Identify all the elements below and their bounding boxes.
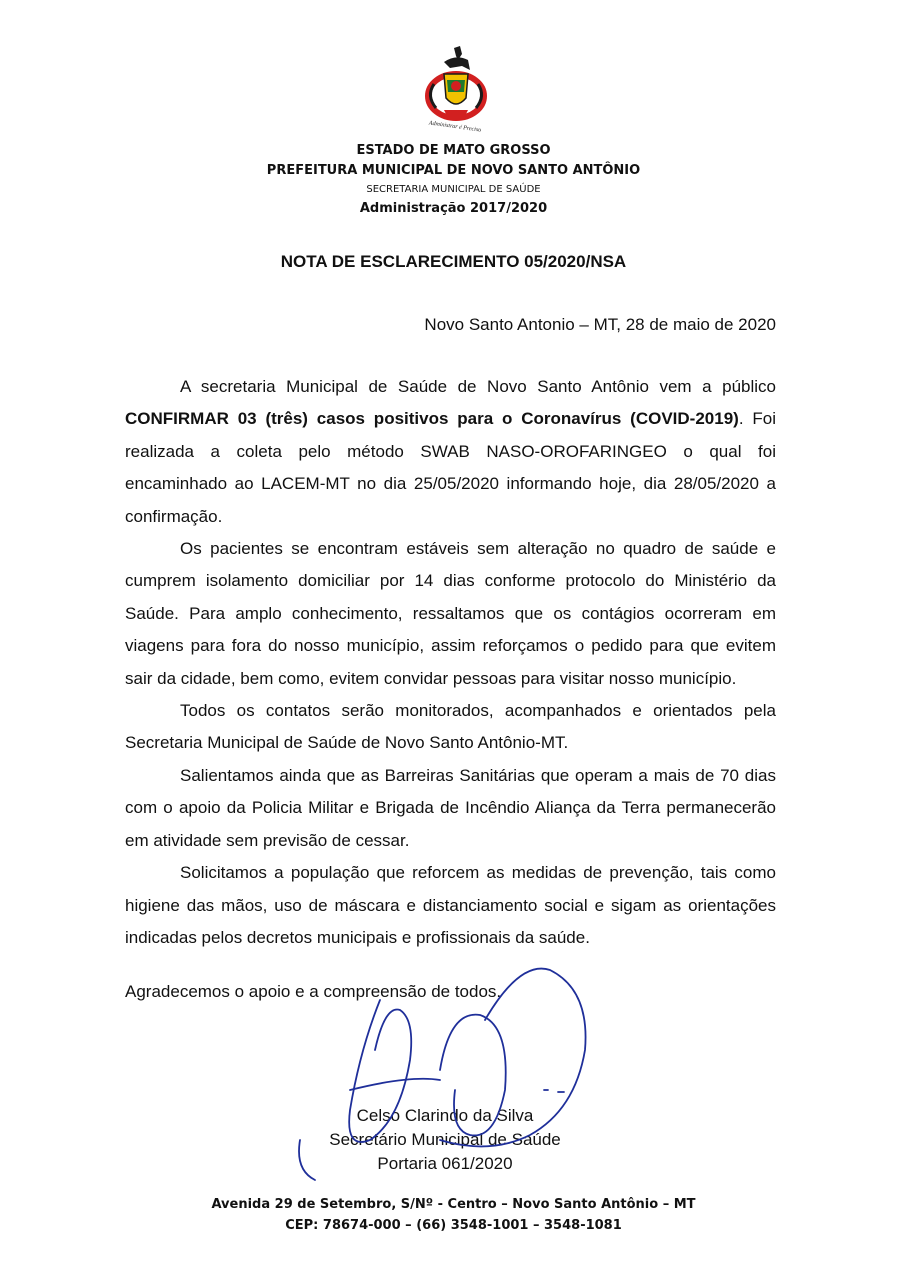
paragraph-5: Solicitamos a população que reforcem as medidas de prevenção, tais como higiene das mãos, uso de máscara e distanciamento social e sigam as orientações indicadas pelos decretos municipais e profissionais da saúde.: [125, 863, 776, 947]
closing-line: Agradecemos o apoio e a compreensão de todos.: [125, 982, 502, 1001]
document-title: NOTA DE ESCLARECIMENTO 05/2020/NSA: [280, 252, 627, 271]
signatory-ordinance: Portaria 061/2020: [377, 1154, 513, 1173]
header-state: ESTADO DE MATO GROSSO: [356, 143, 551, 158]
paragraph-1-highlight: CONFIRMAR 03 (três) casos positivos para o Coronavírus (COVID-2019): [125, 409, 739, 429]
header-prefecture: PREFEITURA MUNICIPAL DE NOVO SANTO ANTÔNIO: [266, 163, 641, 178]
paragraph-2: Os pacientes se encontram estáveis sem alteração no quadro de saúde e cumprem isolamento domiciliar por 14 dias conforme protocolo do Ministério da Saúde. Para amplo conhecimento, ressaltamos que os contágios ocorreram em viagens para fora do nosso município, assim reforçamos o pedido para que evitem sair da cidade, bem como, evitem convidar pessoas para visitar nosso município.: [125, 539, 776, 688]
header-secretariat: SECRETARIA MUNICIPAL DE SAÚDE: [366, 184, 541, 195]
paragraph-1-rest: . Foi realizada a coleta pelo método SWAB NASO-OROFARINGEO o qual foi encaminhado ao LACEM-MT no dia 25/05/2020 informando hoje, dia 28/05/2020 a confirmação.: [125, 409, 776, 526]
document-body: [125, 371, 776, 954]
paragraph-1: [125, 371, 776, 533]
logo-motto: Administrar é Preciso: [428, 120, 482, 134]
handwritten-signature-icon: [290, 940, 620, 1190]
footer-contact: CEP: 78674-000 – (66) 3548-1001 – 3548-1081: [285, 1218, 622, 1233]
footer-address: Avenida 29 de Setembro, S/Nº - Centro – Novo Santo Antônio – MT: [211, 1197, 696, 1212]
paragraph-1-intro: A secretaria Municipal de Saúde de Novo Santo Antônio vem a público: [180, 377, 776, 396]
date-line: Novo Santo Antonio – MT, 28 de maio de 2020: [424, 315, 776, 334]
signatory-role: Secretário Municipal de Saúde: [329, 1130, 561, 1149]
signatory-name: Celso Clarindo da Silva: [356, 1106, 534, 1125]
paragraph-4: Salientamos ainda que as Barreiras Sanitárias que operam a mais de 70 dias com o apoio da Policia Militar e Brigada de Incêndio Aliança da Terra permanecerão em atividade sem previsão de cessar.: [125, 765, 776, 850]
paragraph-3: Todos os contatos serão monitorados, acompanhados e orientados pela Secretaria Municipal de Saúde de Novo Santo Antônio-MT.: [125, 701, 776, 753]
header-administration: Administração 2017/2020: [359, 201, 548, 216]
